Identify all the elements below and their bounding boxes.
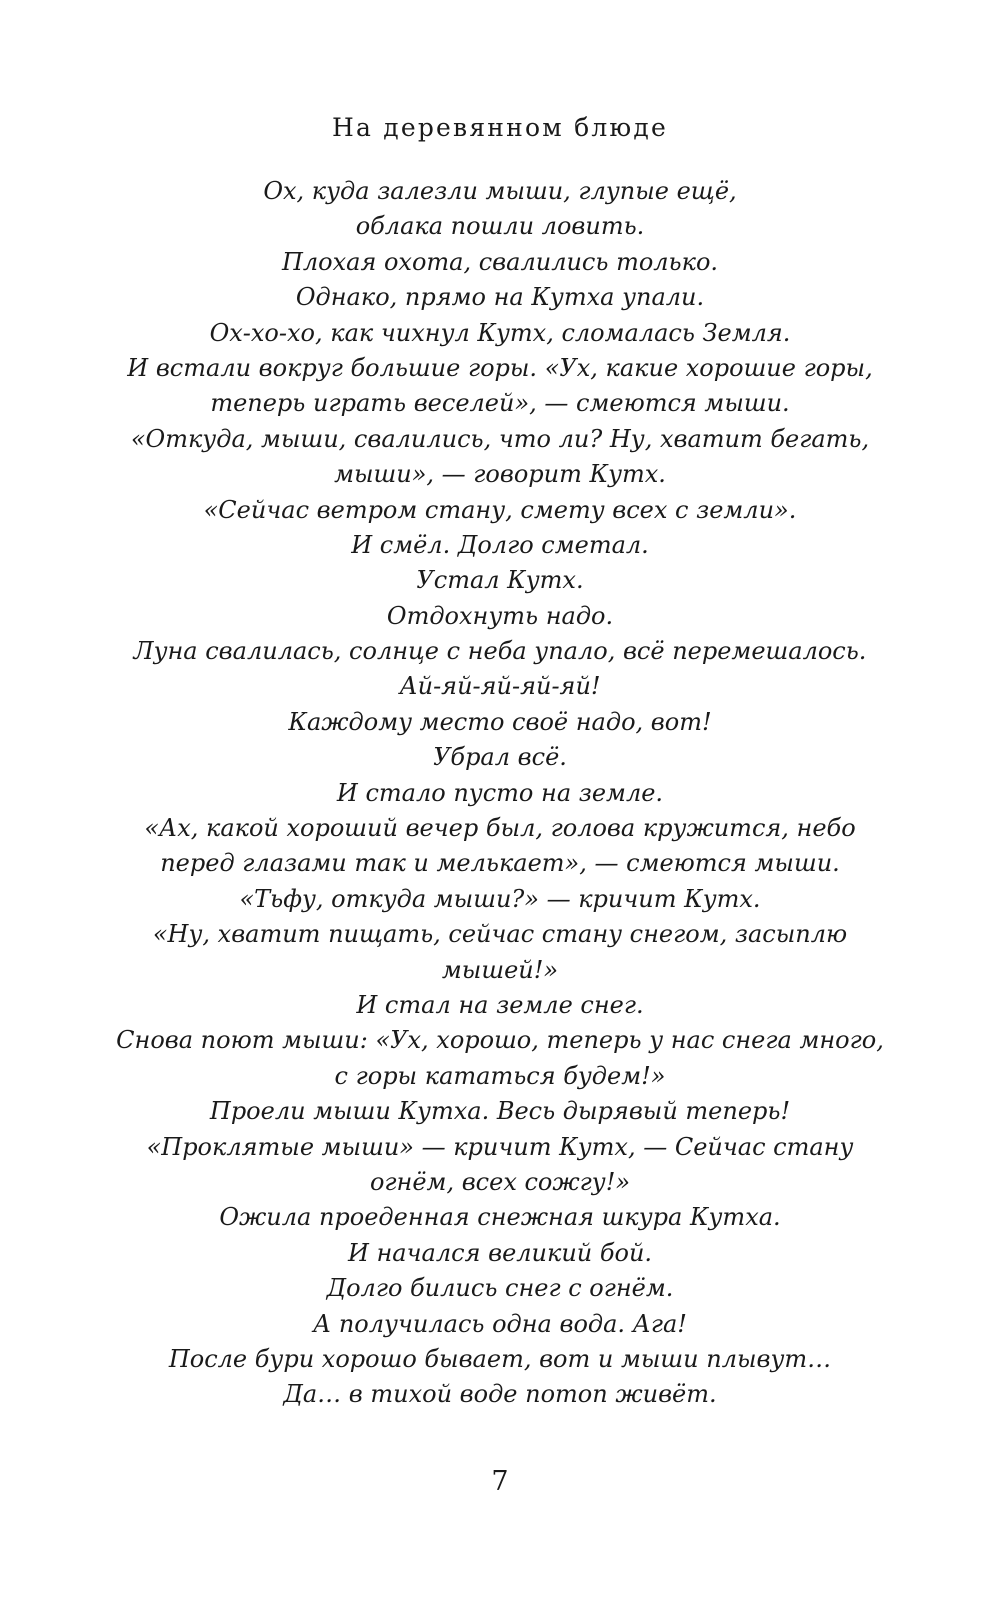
poem-line: с горы кататься будем!»: [334, 1061, 666, 1090]
poem-line: мышей!»: [441, 955, 559, 984]
poem-line: «Ах, какой хороший вечер был, голова кружится, небо: [144, 814, 856, 843]
poem-line: «Ну, хватит пищать, сейчас стану снегом, засыплю: [152, 920, 848, 949]
poem-line: «Проклятые мыши» — кричит Кутх, — Сейчас стану: [146, 1132, 854, 1161]
poem-line: А получилась одна вода. Ага!: [313, 1309, 687, 1338]
running-title: На деревянном блюде: [332, 113, 668, 142]
poem-line: Ай-яй-яй-яй-яй!: [399, 672, 601, 701]
poem-line: перед глазами так и мелькает», — смеются мыши.: [160, 849, 840, 878]
poem-line: Проели мыши Кутха. Весь дырявый теперь!: [209, 1097, 791, 1126]
poem-line: Луна свалилась, солнце с неба упало, всё перемешалось.: [133, 637, 867, 666]
poem-line: Отдохнуть надо.: [386, 601, 614, 630]
poem-line: И стало пусто на земле.: [336, 778, 664, 807]
poem-line: теперь играть веселей», — смеются мыши.: [210, 389, 790, 418]
poem-line: После бури хорошо бывает, вот и мыши плывут…: [168, 1344, 832, 1373]
poem-line: Ох, куда залезли мыши, глупые ещё,: [263, 177, 737, 205]
poem-line: Долго бились снег с огнём.: [326, 1274, 674, 1303]
poem-line: Ожила проеденная снежная шкура Кутха.: [219, 1203, 781, 1232]
poem-line: И начался великий бой.: [347, 1238, 653, 1267]
poem-line: Устал Кутх.: [416, 566, 584, 595]
poem-line: облака пошли ловить.: [355, 212, 645, 241]
poem-line: огнём, всех сожгу!»: [369, 1167, 631, 1196]
poem-line: Да… в тихой воде потоп живёт.: [283, 1380, 717, 1409]
poem-line: «Откуда, мыши, свалились, что ли? Ну, хватит бегать,: [130, 424, 870, 453]
poem-line: И смёл. Долго сметал.: [351, 530, 649, 559]
poem-line: Плохая охота, свалились только.: [281, 247, 719, 276]
poem-line: «Тьфу, откуда мыши?» — кричит Кутх.: [239, 884, 761, 913]
poem-line: И стал на земле снег.: [356, 990, 644, 1019]
poem-line: «Сейчас ветром стану, смету всех с земли».: [203, 495, 797, 524]
poem-line: Ох-хо-хо, как чихнул Кутх, сломалась Земля.: [209, 318, 791, 347]
poem-line: Однако, прямо на Кутха упали.: [295, 283, 705, 312]
poem-text: [60, 174, 940, 1413]
poem-line: Снова поют мыши: «Ух, хорошо, теперь у нас снега много,: [116, 1026, 884, 1055]
poem-line: Каждому место своё надо, вот!: [288, 707, 712, 736]
page-number: 7: [491, 1466, 509, 1497]
poem-line: мыши», — говорит Кутх.: [334, 460, 666, 489]
poem-line: Убрал всё.: [433, 743, 567, 772]
poem-line: И встали вокруг большие горы. «Ух, какие хорошие горы,: [127, 353, 873, 382]
